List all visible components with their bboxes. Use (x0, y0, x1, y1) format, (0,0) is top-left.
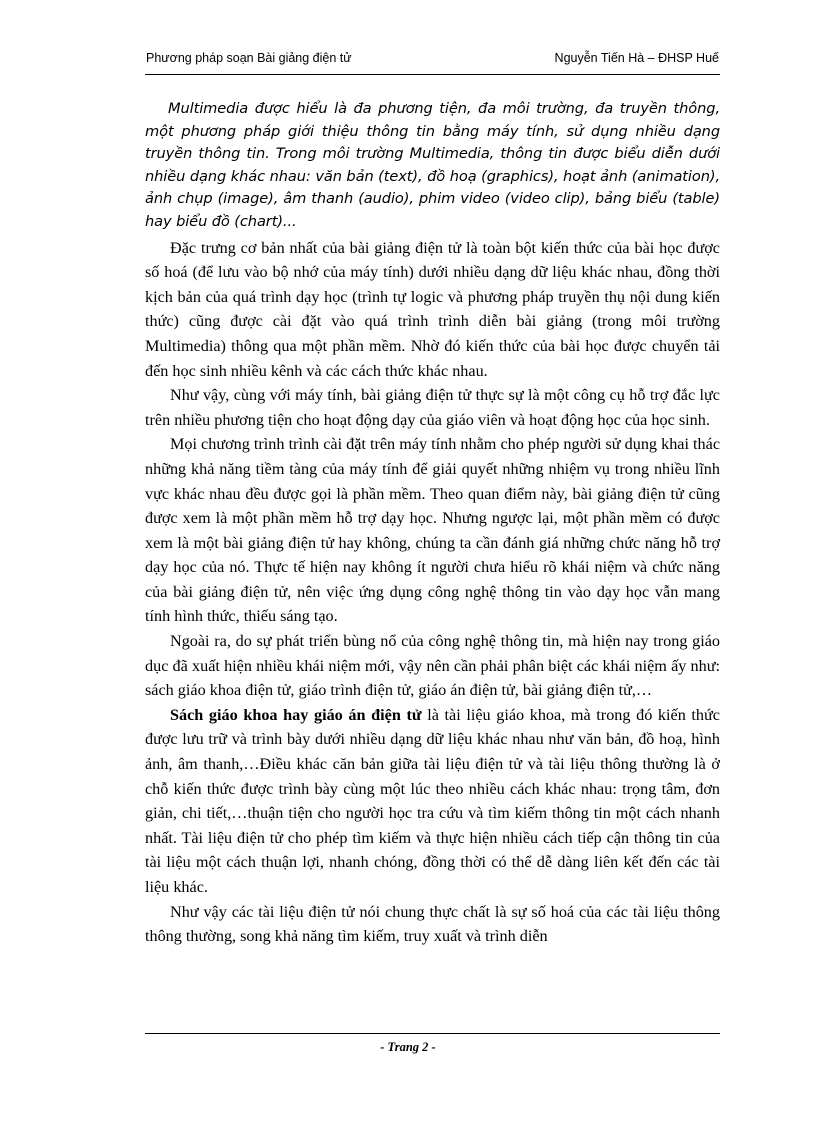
paragraph-new-concepts: Ngoài ra, do sự phát triển bùng nổ của công nghệ thông tin, mà hiện nay trong giáo dục đã xuất hiện nhiều khái niệm mới, vậy nên cần phải phân biệt các khái niệm ấy như: sách giáo khoa điện tử, giáo trình điện tử, giáo án điện tử, bài giảng điện tử,… (145, 632, 720, 700)
paragraph-characteristics: Đặc trưng cơ bản nhất của bài giảng điện tử là toàn bột kiến thức của bài học được số hoá (để lưu vào bộ nhớ của máy tính) dưới nhiều dạng dữ liệu khác nhau, đồng thời kịch bản của quá trình dạy học (trình tự logic và phương pháp truyền thụ nội dung kiến thức) cũng được cài đặt vào quá trình trình diễn bài giảng (trong môi trường Multimedia) thông qua một phần mềm. Nhờ đó kiến thức của bài học được chuyển tải đến học sinh nhiều kênh và các cách thức khác nhau. (145, 238, 720, 380)
paragraph-multimedia-definition: Multimedia được hiểu là đa phương tiện, đa môi trường, đa truyền thông, một phương pháp giới thiệu thông tin bằng máy tính, sử dụng nhiều dạng truyền thông tin. Trong môi trường Multimedia, thông tin được biểu diễn dưới nhiều dạng khác nhau: văn bản (text), đồ hoạ (graphics), hoạt ảnh (animation), ảnh chụp (image), âm thanh (audio), phim video (video clip), bảng biểu (table) hay biểu đồ (chart)... (145, 100, 720, 230)
page-header (145, 48, 720, 75)
page-number: - Trang 2 - (380, 1040, 436, 1054)
paragraph-e-textbook (145, 703, 720, 900)
header-title: Phương pháp soạn Bài giảng điện tử (146, 51, 352, 65)
paragraph-software: Mọi chương trình trình cài đặt trên máy tính nhằm cho phép người sử dụng khai thác những khả năng tiềm tàng của máy tính để giải quyết những nhiệm vụ trong nhiều lĩnh vực khác nhau đều được gọi là phần mềm. Theo quan điểm này, bài giảng điện tử cũng được xem là một phần mềm hỗ trợ dạy học. Nhưng ngược lại, một phần mềm có được xem là một bài giảng điện tử hay không, chúng ta cần đánh giá những chức năng hỗ trợ dạy học của nó. Thực tế hiện nay không ít người chưa hiểu rõ khái niệm và chức năng của bài giảng điện tử, nên việc ứng dụng công nghệ thông tin vào dạy học vẫn mang tính hình thức, thiếu sáng tạo. (145, 435, 720, 626)
body-text (145, 98, 720, 949)
paragraph-e-textbook-text: là tài liệu giáo khoa, mà trong đó kiến thức được lưu trữ và trình bày dưới nhiều dạng dữ liệu khác nhau như văn bản, đồ hoạ, hình ảnh, âm thanh,…Điều khác căn bản giữa tài liệu điện tử và tài liệu thông thường là ở chỗ kiến thức được trình bày cùng một lúc theo nhiều cách khác nhau: trọng tâm, đơn giản, chi tiết,…thuận tiện cho người học tra cứu và tìm kiếm thông tin một cách nhanh nhất. Tài liệu điện tử cho phép tìm kiếm và thực hiện nhiều cách tiếp cận thông tin của tài liệu một cách thuận lợi, nhanh chóng, đồng thời có thể dễ dàng liên kết đến các tài liệu khác. (145, 705, 720, 896)
paragraph-teaching-tool: Như vậy, cùng với máy tính, bài giảng điện tử thực sự là một công cụ hỗ trợ đắc lực trên nhiều phương tiện cho hoạt động dạy của giáo viên và hoạt động học của học sinh. (145, 386, 720, 429)
term-e-textbook: Sách giáo khoa hay giáo án điện tử (170, 705, 422, 724)
paragraph-digitization: Như vậy các tài liệu điện tử nói chung thực chất là sự số hoá của các tài liệu thông thông thường, song khả năng tìm kiếm, truy xuất và trình diễn (145, 902, 720, 946)
footer-divider (145, 1033, 720, 1034)
header-author: Nguyễn Tiến Hà – ĐHSP Huế (554, 51, 719, 65)
